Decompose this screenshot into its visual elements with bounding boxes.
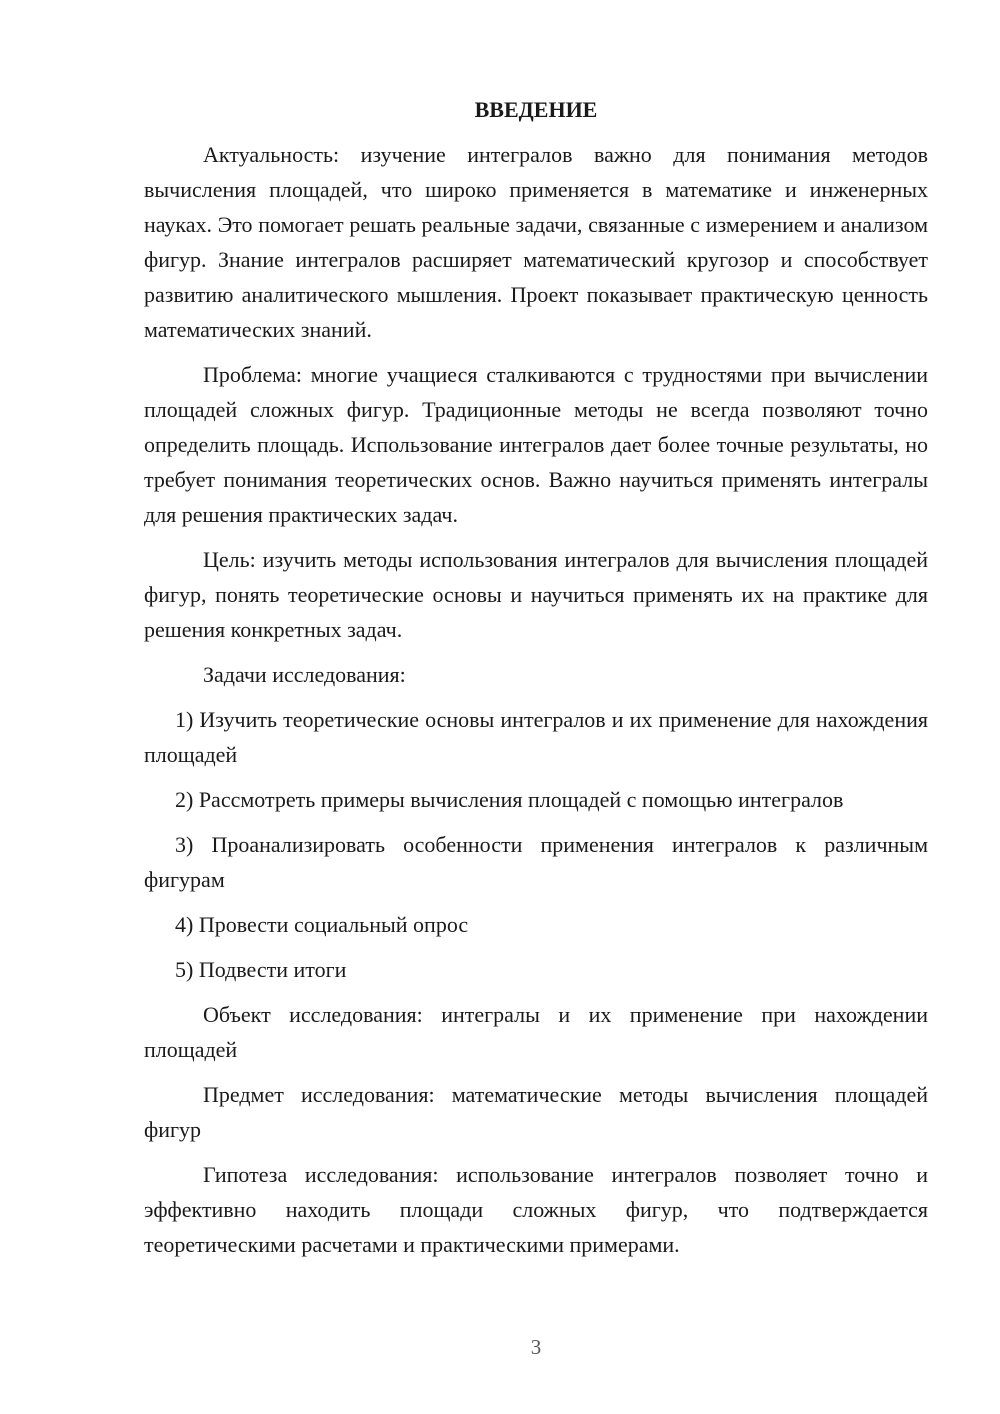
page-title: ВВЕДЕНИЕ — [474, 97, 598, 122]
task-item-5: 5) Подвести итоги — [175, 957, 347, 982]
page-number: 3 — [530, 1335, 542, 1359]
problem-paragraph: Проблема: многие учащиеся сталкиваются с трудностями при вычислении площадей сложных фигур. Традиционные методы не всегда позволяют точно определить площадь. Использование интегралов дает более точные результаты, но требует понимания теоретических основ. Важно научиться применять интегралы для решения практических задач. — [144, 362, 928, 527]
tasks-heading: Задачи исследования: — [203, 662, 406, 687]
task-item-4: 4) Провести социальный опрос — [175, 912, 469, 937]
relevance-paragraph: Актуальность: изучение интегралов важно для понимания методов вычисления площадей, что широко применяется в математике и инженерных науках. Это помогает решать реальные задачи, связанные с измерением и анализом фигур. Знание интегралов расширяет математический кругозор и способствует развитию аналитического мышления. Проект показывает практическую ценность математических знаний. — [144, 142, 928, 342]
object-paragraph: Объект исследования: интегралы и их применение при нахождении площадей — [144, 1002, 928, 1062]
task-item-1: 1) Изучить теоретические основы интегралов и их применение для нахождения площадей — [144, 707, 928, 767]
goal-paragraph: Цель: изучить методы использования интегралов для вычисления площадей фигур, понять теоретические основы и научиться применять их на практике для решения конкретных задач. — [144, 547, 928, 642]
subject-paragraph: Предмет исследования: математические методы вычисления площадей фигур — [144, 1082, 928, 1142]
page-content — [144, 92, 928, 1272]
task-item-3: 3) Проанализировать особенности применения интегралов к различным фигурам — [144, 832, 928, 892]
task-item-2: 2) Рассмотреть примеры вычисления площадей с помощью интегралов — [175, 787, 844, 812]
hypothesis-paragraph: Гипотеза исследования: использование интегралов позволяет точно и эффективно находить площади сложных фигур, что подтверждается теоретическими расчетами и практическими примерами. — [144, 1162, 928, 1257]
